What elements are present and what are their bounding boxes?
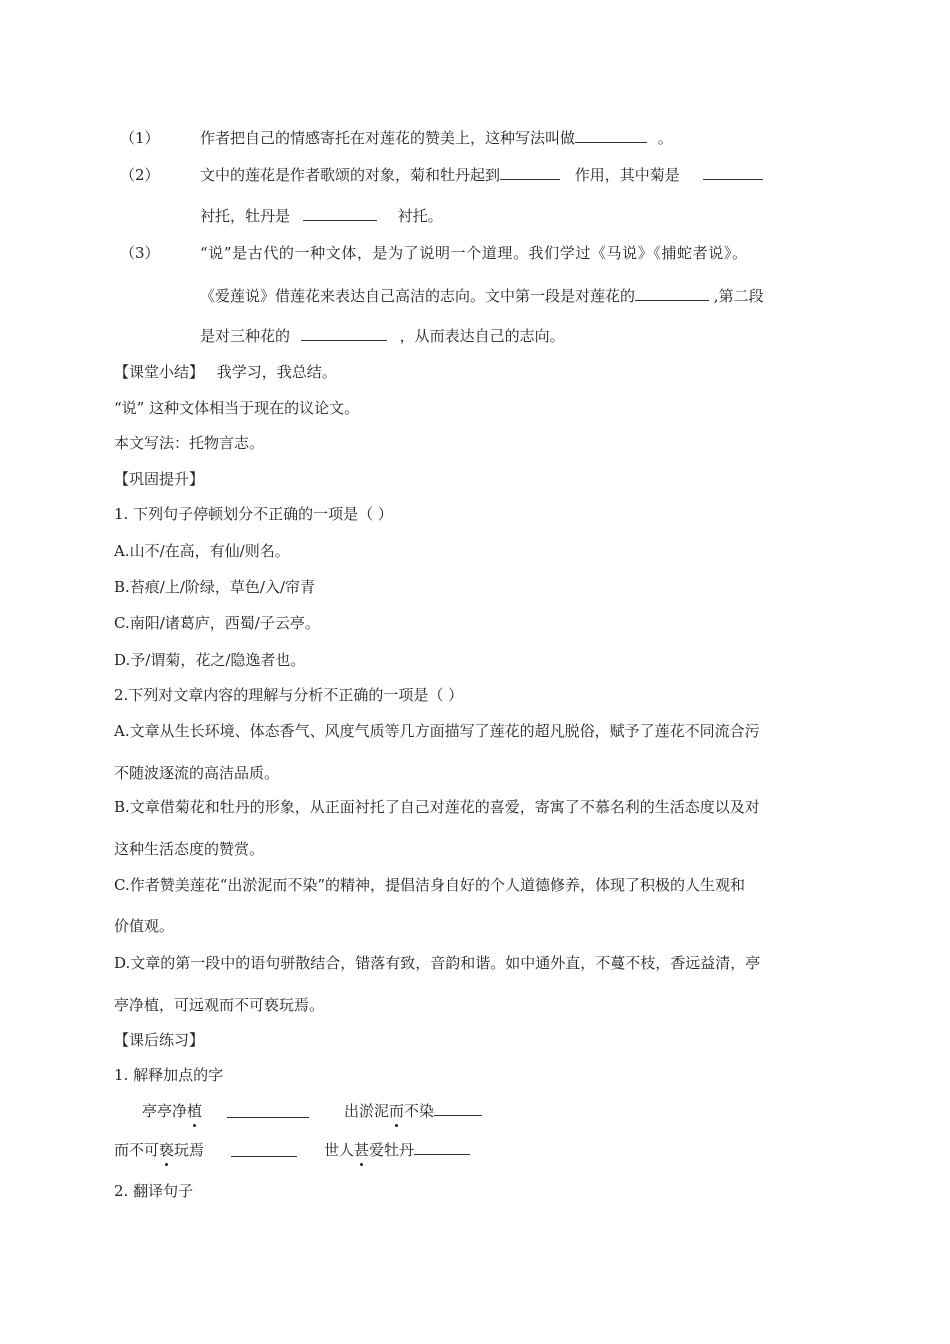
question-3-cont: [200, 326, 565, 346]
answer-blank[interactable]: [227, 1103, 309, 1123]
word-text: 不染: [404, 1102, 435, 1120]
answer-blank[interactable]: [703, 165, 763, 180]
word-text: 出淤泥: [344, 1102, 390, 1120]
answer-blank[interactable]: [301, 326, 387, 341]
dotted-char: 甚: [354, 1141, 370, 1159]
question-text: 1. 解释加点的字: [114, 1066, 224, 1084]
option-b: B.苔痕/上/阶绿，草色/入/帘青: [114, 578, 316, 596]
option-d: D.文章的第一段中的语句骈散结合，错落有致，音韵和谐。如中通外直，不蔓不枝，香远益清，亭: [114, 954, 761, 972]
question-end: 。: [657, 129, 673, 147]
word-text: 爱牡丹: [369, 1141, 415, 1159]
answer-blank[interactable]: [231, 1142, 297, 1162]
section-heading: 【巩固提升】: [114, 470, 205, 488]
word-item: [142, 1101, 202, 1121]
question-text: 《爱莲说》借莲花来表达自己高洁的志向。文中第一段是对莲花的: [200, 287, 636, 305]
word-text: 世人: [324, 1141, 355, 1159]
answer-blank[interactable]: [500, 165, 560, 180]
question-number: （1）: [120, 129, 160, 147]
question-text: 1. 下列句子停顿划分不正确的一项是（ ）: [114, 505, 393, 523]
summary-line: “说” 这种文体相当于现在的议论文。: [114, 399, 360, 417]
question-text: 是对三种花的: [200, 327, 291, 345]
section-heading: 【课后练习】: [114, 1031, 205, 1049]
word-text: 亭亭净: [142, 1102, 188, 1120]
answer-blank[interactable]: [434, 1101, 482, 1116]
option-c-cont: 价值观。: [114, 917, 175, 935]
question-3-cont: [200, 286, 764, 306]
dotted-char: 亵: [159, 1141, 175, 1159]
question-2-cont: [200, 206, 443, 226]
option-c: C.作者赞美莲花“出淤泥而不染”的精神，提倡洁身自好的个人道德修养，体现了积极的人生观和: [114, 876, 746, 894]
section-note: 我学习，我总结。: [216, 363, 337, 381]
question-text: 2.下列对文章内容的理解与分析不正确的一项是（ ）: [114, 686, 464, 704]
question-text: 衬托。: [397, 207, 443, 225]
answer-blank[interactable]: [414, 1140, 470, 1155]
question-text: ，从而表达自己的志向。: [399, 327, 565, 345]
question-text: 作者把自己的情感寄托在对莲花的赞美上，这种写法叫做: [200, 129, 576, 147]
question-text: 作用，其中菊是: [574, 166, 680, 184]
dotted-char: 植: [187, 1102, 203, 1120]
answer-blank[interactable]: [635, 286, 709, 301]
option-a-cont: 不随波逐流的高洁品质。: [114, 764, 280, 782]
option-b: B.文章借菊花和牡丹的形象，从正面衬托了自己对莲花的喜爱，寄寓了不慕名利的生活态度以及对: [114, 798, 760, 816]
question-text: 文中的莲花是作者歌颂的对象，菊和牡丹起到: [200, 166, 501, 184]
option-a: A.山不/在高，有仙/则名。: [114, 542, 290, 560]
word-item: [114, 1140, 204, 1160]
summary-line: 本文写法：托物言志。: [114, 434, 265, 452]
question-number: （2）: [120, 166, 160, 184]
word-text: 而不可: [114, 1141, 160, 1159]
word-item: [344, 1101, 482, 1121]
question-number: （3）: [120, 244, 160, 262]
question-text: “说”是古代的一种文体，是为了说明一个道理。我们学过《马说》《捕蛇者说》。: [200, 244, 748, 262]
option-c: C.南阳/诸葛庐，西蜀/子云亭。: [114, 614, 320, 632]
question-text: 衬托，牡丹是: [200, 207, 291, 225]
question-text: ,第二段: [713, 287, 764, 305]
word-text: 玩焉: [174, 1141, 205, 1159]
answer-blank[interactable]: [575, 128, 647, 143]
option-d: D.予/谓菊，花之/隐逸者也。: [114, 651, 306, 669]
answer-blank[interactable]: [303, 206, 377, 221]
question-text: 2. 翻译句子: [114, 1182, 194, 1200]
option-d-cont: 亭净植，可远观而不可亵玩焉。: [114, 996, 325, 1014]
section-heading: 【课堂小结】: [114, 363, 205, 381]
option-b-cont: 这种生活态度的赞赏。: [114, 840, 265, 858]
dotted-char: 而: [389, 1102, 405, 1120]
word-item: [324, 1140, 470, 1160]
option-a: A.文章从生长环境、体态香气、风度气质等几方面描写了莲花的超凡脱俗，赋予了莲花不同流合污: [114, 722, 760, 740]
summary-heading: [114, 362, 337, 382]
